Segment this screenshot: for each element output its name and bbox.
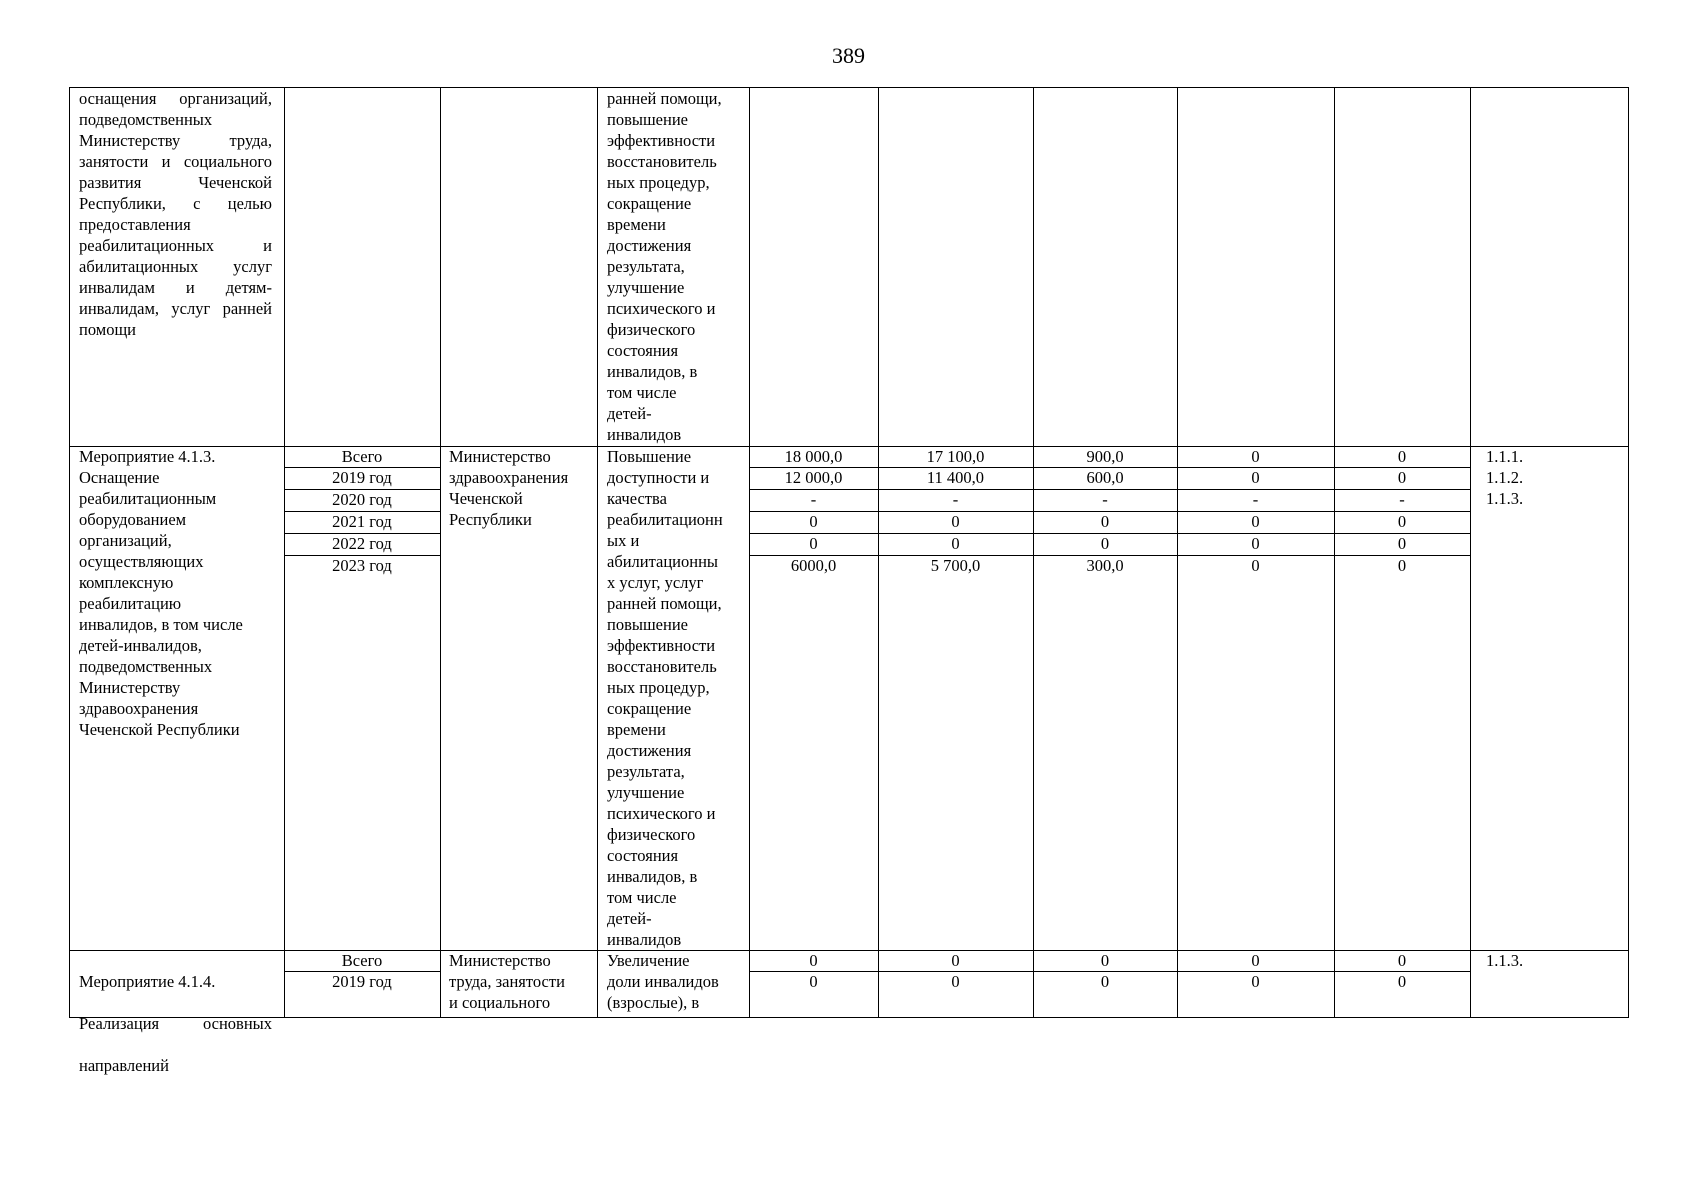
value-cell: -	[1399, 490, 1405, 509]
value-cell: 0	[1397, 556, 1407, 575]
measure-413-codes: 1.1.1. 1.1.2. 1.1.3.	[1486, 447, 1524, 508]
value-cell: 900,0	[1086, 447, 1124, 466]
page-number: 389	[832, 43, 865, 68]
period-cell: 2019 год	[332, 468, 392, 487]
period-cell: 2020 год	[332, 490, 392, 509]
value-cell: -	[1102, 490, 1108, 509]
measure-413-name: Мероприятие 4.1.3. Оснащение реабилитационным оборудованием организаций, осуществляющих комплексную реабилитацию инвалидов, в том числе детей-инвалидов, подведомственных Министерству здравоохранения Чеченской Республики	[79, 447, 243, 739]
column-divider	[1470, 87, 1471, 1018]
value-cell: 0	[1397, 951, 1407, 970]
period-cell: 2021 год	[332, 512, 392, 531]
period-cell: 2023 год	[332, 556, 392, 575]
measure-414-name-line: Реализация основных	[79, 1014, 272, 1033]
value-cell: 0	[1251, 447, 1260, 466]
column-divider	[597, 87, 598, 1018]
value-cell: 0	[951, 534, 960, 553]
value-cell: 0	[951, 512, 960, 531]
value-cell: 0	[1251, 468, 1260, 487]
value-cell: 600,0	[1086, 468, 1124, 487]
value-cell: 6000,0	[790, 556, 837, 575]
value-cell: 5 700,0	[930, 556, 981, 575]
value-cell: -	[810, 490, 817, 509]
value-cell: 0	[1397, 534, 1407, 553]
value-cell: 300,0	[1086, 556, 1124, 575]
measure-413-result: Повышение доступности и качества реабилитационн ых и абилитационны х услуг, услуг ранней помощи, повышение эффективности восстановитель ных процедур, сокращение времени достижения результата, улучшение психического и физического состояния инвалидов, в том числе детей- инвалидов	[607, 447, 723, 949]
period-cell: 2022 год	[332, 534, 392, 553]
value-cell: 11 400,0	[926, 468, 985, 487]
measure-414-codes: 1.1.3.	[1486, 951, 1524, 970]
value-cell: 0	[951, 951, 960, 970]
value-cell: 0	[1397, 972, 1407, 991]
value-cell: 0	[1251, 972, 1260, 991]
value-cell: 17 100,0	[926, 447, 985, 466]
value-cell: 0	[1397, 447, 1407, 466]
value-cell: -	[1252, 490, 1259, 509]
value-cell: 0	[1251, 951, 1260, 970]
value-cell: 0	[809, 512, 818, 531]
measure-413-executor: Министерство здравоохранения Чеченской Республики	[449, 447, 569, 529]
value-cell: 0	[1251, 512, 1260, 531]
value-cell: 0	[1100, 972, 1110, 991]
value-cell: 0	[1100, 512, 1110, 531]
value-cell: 18 000,0	[784, 447, 843, 466]
continuation-result-cell: ранней помощи, повышение эффективности восстановитель ных процедур, сокращение времени достижения результата, улучшение психического и физического состояния инвалидов, в том числе детей- инвалидов	[607, 89, 722, 444]
value-cell: 0	[951, 972, 960, 991]
value-cell: 0	[809, 972, 818, 991]
measure-414-name-line: направлений	[79, 1056, 169, 1075]
period-cell: Всего	[341, 951, 383, 970]
value-cell: -	[952, 490, 959, 509]
value-cell: 0	[1397, 512, 1407, 531]
value-cell: 0	[1251, 556, 1260, 575]
value-cell: 0	[1100, 534, 1110, 553]
value-cell: 0	[1397, 468, 1407, 487]
value-cell: 0	[809, 534, 818, 553]
measure-414-name	[79, 950, 272, 1097]
value-cell: 12 000,0	[784, 468, 843, 487]
column-divider	[440, 87, 441, 1018]
value-cell: 0	[1100, 951, 1110, 970]
measure-414-name-line: Мероприятие 4.1.4.	[79, 972, 216, 991]
period-cell: Всего	[341, 447, 383, 466]
continuation-name-cell: оснащения организаций, подведомственных Министерству труда, занятости и социального развития Чеченской Республики, с целью предоставления реабилитационных и абилитационных услуг инвалидам и детям-инвалидам, услуг ранней помощи	[79, 89, 272, 339]
measure-414-result: Увеличение доли инвалидов (взрослые), в	[607, 951, 719, 1012]
value-cell: 0	[1251, 534, 1260, 553]
value-cell: 0	[809, 951, 818, 970]
period-cell: 2019 год	[332, 972, 392, 991]
measure-414-executor: Министерство труда, занятости и социального	[449, 951, 565, 1012]
